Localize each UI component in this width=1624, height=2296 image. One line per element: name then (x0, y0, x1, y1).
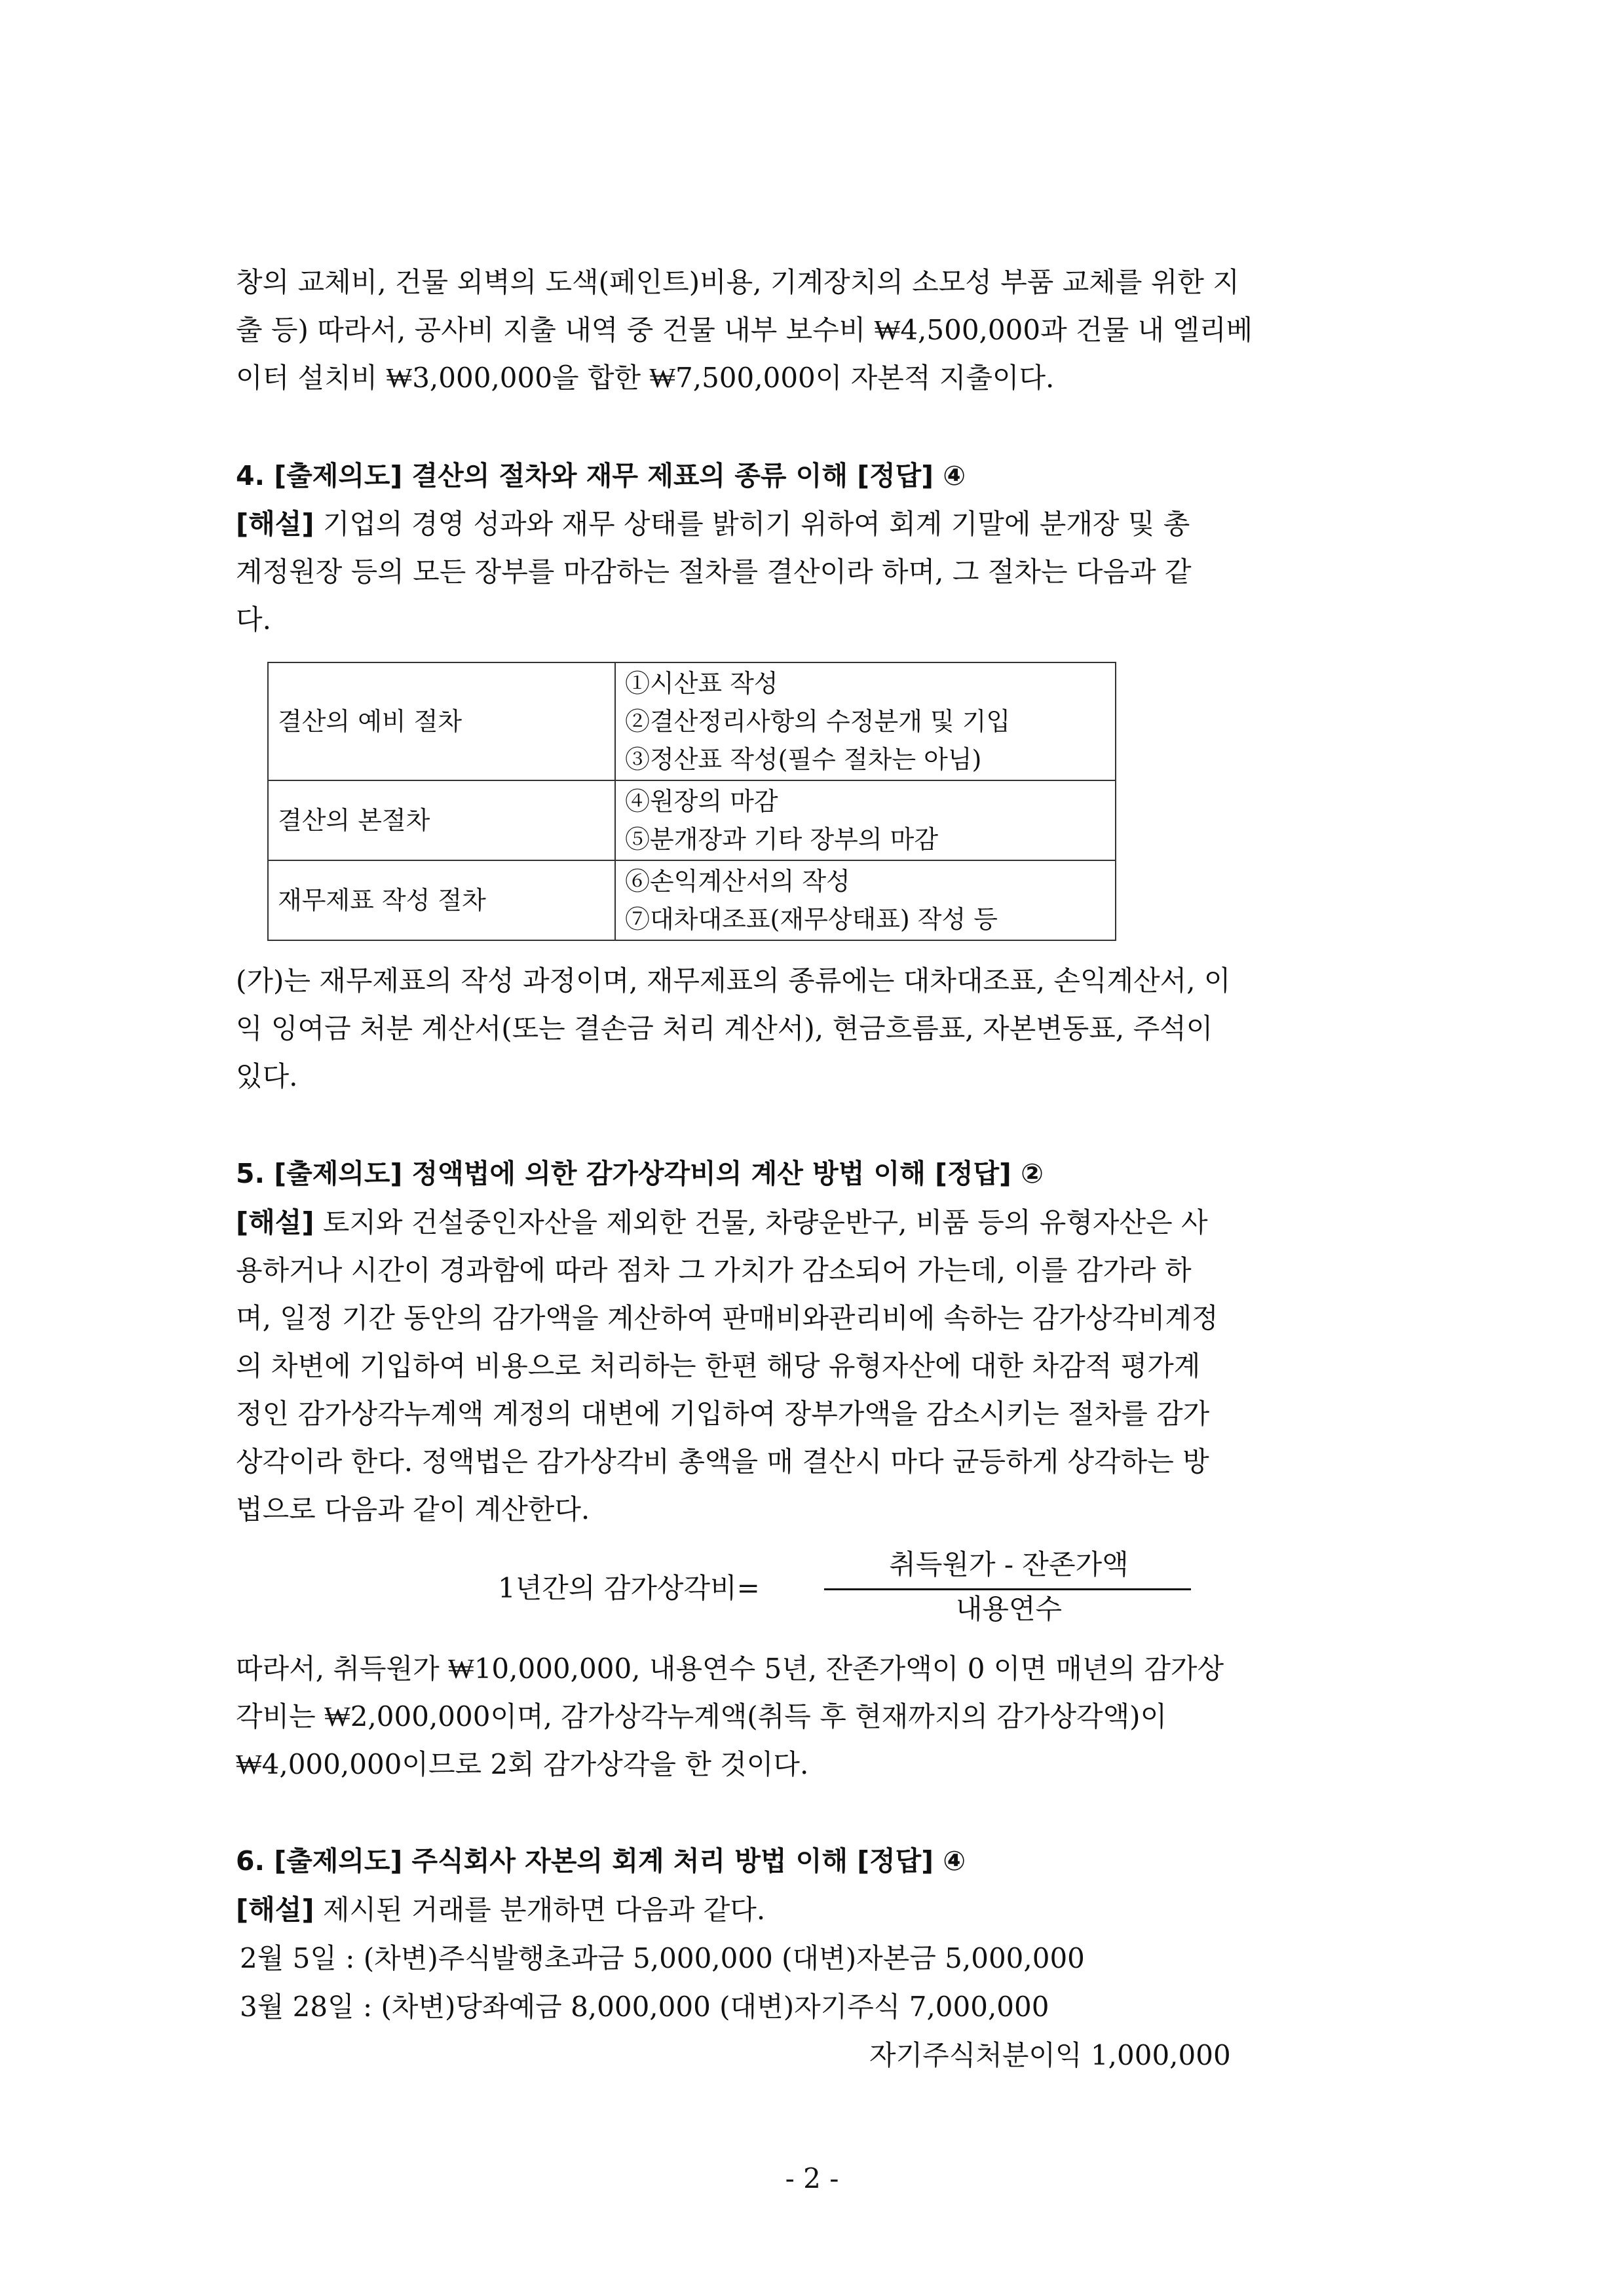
procedure-step: ⑦대차대조표(재무상태표) 작성 등 (625, 905, 998, 934)
q5-after-paragraph (236, 1645, 1389, 1788)
journal-entry: 3월 28일 : (차변)당좌예금 8,000,000 (대변)자기주식 7,000,000 (240, 1991, 1049, 2023)
table-row (268, 860, 1116, 940)
q4-explanation (236, 500, 1389, 643)
intro-line: 창의 교체비, 건물 외벽의 도색(페인트)비용, 기계장치의 소모성 부품 교체를 위한 지 (236, 266, 1239, 298)
q5-after-line: 따라서, 취득원가 ₩10,000,000, 내용연수 5년, 잔존가액이 0 이면 매년의 감가상 (236, 1653, 1224, 1685)
procedure-step: ⑥손익계산서의 작성 (625, 867, 850, 896)
journal-entry: 2월 5일 : (차변)주식발행초과금 5,000,000 (대변)자본금 5,000,000 (240, 1942, 1085, 1974)
table-row (268, 780, 1116, 860)
q5-body-line: 토지와 건설중인자산을 제외한 건물, 차량운반구, 비품 등의 유형자산은 사 (314, 1206, 1208, 1238)
formula-lhs: 1년간의 감가상각비= (498, 1572, 760, 1604)
q4-after-line: (가)는 재무제표의 작성 과정이며, 재무제표의 종류에는 대차대조표, 손익계산서, 이 (236, 965, 1231, 997)
q4-heading: 4. [출제의도] 결산의 절차와 재무 제표의 종류 이해 [정답] ④ (236, 460, 966, 491)
procedure-step: ④원장의 마감 (625, 787, 778, 816)
q4-body-line: 계정원장 등의 모든 장부를 마감하는 절차를 결산이라 하며, 그 절차는 다음과 같 (236, 556, 1192, 588)
q6-label: [해설] (236, 1894, 314, 1926)
journal-entry: 자기주식처분이익 1,000,000 (869, 2039, 1231, 2071)
page-number: - 2 - (785, 2162, 839, 2194)
q5-body-line: 용하거나 시간이 경과함에 따라 점차 그 가치가 감소되어 가는데, 이를 감가라 하 (236, 1254, 1192, 1286)
q5-body-line: 상각이라 한다. 정액법은 감가상각비 총액을 매 결산시 마다 균등하게 상각하는 방 (236, 1445, 1209, 1478)
q5-explanation (236, 1198, 1389, 1533)
procedure-stage: 재무제표 작성 절차 (268, 860, 615, 940)
q4-after-paragraph (236, 957, 1389, 1100)
q5-after-line: 각비는 ₩2,000,000이며, 감가상각누계액(취득 후 현재까지의 감가상각액)이 (236, 1700, 1167, 1732)
formula-denominator: 내용연수 (955, 1593, 1063, 1625)
q5-body-line: 정인 감가상각누계액 계정의 대변에 기입하여 장부가액을 감소시키는 절차를 감가 (236, 1398, 1210, 1430)
q6-body: 제시된 거래를 분개하면 다음과 같다. (314, 1894, 766, 1926)
q4-after-line: 있다. (236, 1060, 298, 1092)
procedure-steps (615, 860, 1116, 940)
formula-numerator: 취득원가 - 잔존가액 (889, 1548, 1129, 1580)
q5-after-line: ₩4,000,000이므로 2회 감가상각을 한 것이다. (236, 1748, 809, 1780)
intro-line: 이터 설치비 ₩3,000,000을 합한 ₩7,500,000이 자본적 지출이다. (236, 362, 1055, 394)
q5-body-line: 며, 일정 기간 동안의 감가액을 계산하여 판매비와관리비에 속하는 감가상각비계정 (236, 1302, 1218, 1334)
intro-line: 출 등) 따라서, 공사비 지출 내역 중 건물 내부 보수비 ₩4,500,000과 건물 내 엘리베 (236, 314, 1253, 346)
procedure-stage: 결산의 예비 절차 (268, 662, 615, 780)
q4-label: [해설] (236, 508, 314, 540)
intro-paragraph (236, 258, 1389, 402)
q5-heading: 5. [출제의도] 정액법에 의한 감가상각비의 계산 방법 이해 [정답] ② (236, 1158, 1044, 1189)
procedure-step: ①시산표 작성 (625, 669, 778, 698)
procedure-stage: 결산의 본절차 (268, 780, 615, 860)
q6-explanation (236, 1886, 765, 1934)
procedure-steps (615, 780, 1116, 860)
q4-after-line: 익 잉여금 처분 계산서(또는 결손금 처리 계산서), 현금흐름표, 자본변동표, 주석이 (236, 1012, 1213, 1044)
procedure-step: ③정산표 작성(필수 절차는 아님) (625, 745, 982, 774)
closing-procedure-table (267, 662, 1116, 941)
q5-label: [해설] (236, 1206, 314, 1238)
q6-heading: 6. [출제의도] 주식회사 자본의 회계 처리 방법 이해 [정답] ④ (236, 1845, 966, 1877)
procedure-step: ②결산정리사항의 수정분개 및 기입 (625, 707, 1011, 736)
q4-body-line: 기업의 경영 성과와 재무 상태를 밝히기 위하여 회계 기말에 분개장 및 총 (314, 508, 1190, 540)
table-row (268, 662, 1116, 780)
procedure-step: ⑤분개장과 기타 장부의 마감 (625, 825, 939, 854)
q5-body-line: 의 차변에 기입하여 비용으로 처리하는 한편 해당 유형자산에 대한 차감적 평가계 (236, 1350, 1201, 1382)
q5-body-line: 법으로 다음과 같이 계산한다. (236, 1493, 590, 1525)
procedure-steps (615, 662, 1116, 780)
q4-body-line: 다. (236, 603, 271, 636)
